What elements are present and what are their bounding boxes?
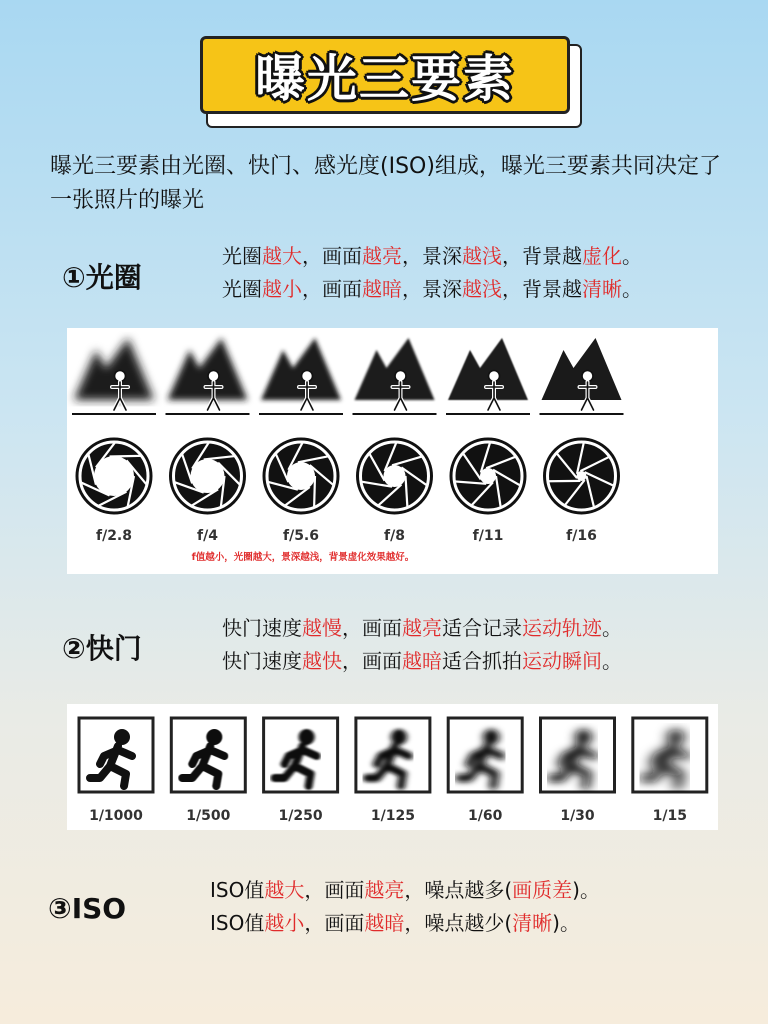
- desc-text: 光圈: [222, 244, 262, 268]
- highlight-text: 越小: [264, 911, 305, 935]
- aperture-caption: f/16: [566, 528, 597, 544]
- desc-text: 。: [602, 649, 622, 673]
- section-shutter-desc: [222, 612, 622, 678]
- mountain-scene-icon: [446, 338, 530, 414]
- desc-line: [222, 645, 622, 678]
- highlight-text: 越亮: [364, 878, 405, 902]
- aperture-caption: f/5.6: [282, 528, 320, 544]
- running-man-frame-icon: [171, 718, 245, 792]
- shutter-illustration: [67, 704, 718, 830]
- section-shutter-label: ②快门: [62, 632, 142, 665]
- highlight-text: 越大: [264, 878, 305, 902]
- aperture-iris-icon: [171, 439, 245, 513]
- desc-text: )。: [572, 878, 600, 902]
- mountain-scene-icon: [166, 338, 250, 414]
- shutter-caption: 1/60: [468, 808, 503, 824]
- desc-text: )。: [552, 911, 580, 935]
- shutter-caption: 1/125: [370, 808, 415, 824]
- desc-text: ，景深: [402, 277, 462, 301]
- desc-text: ，画面: [342, 649, 402, 673]
- highlight-text: 运动瞬间: [522, 649, 602, 673]
- aperture-iris-icon: [545, 439, 619, 513]
- aperture-caption: f/11: [472, 528, 504, 544]
- desc-text: ，画面: [304, 878, 365, 902]
- desc-text: ，画面: [342, 616, 402, 640]
- highlight-text: 越小: [262, 277, 302, 301]
- title-banner: [200, 36, 580, 126]
- intro-text: 曝光三要素由光圈、快门、感光度(ISO)组成，曝光三要素共同决定了一张照片的曝光: [50, 154, 721, 213]
- shutter-caption: 1/1000: [89, 808, 143, 824]
- desc-text: 。: [622, 244, 642, 268]
- running-man-frame-icon: [356, 718, 430, 792]
- section-aperture-label: ①光圈: [62, 261, 142, 294]
- shutter-caption: 1/250: [278, 808, 323, 824]
- aperture-iris-icon: [77, 439, 151, 513]
- desc-text: ，画面: [302, 244, 362, 268]
- highlight-text: 清晰: [582, 277, 622, 301]
- highlight-text: 越暗: [362, 277, 402, 301]
- mountain-scene-icon: [72, 338, 156, 414]
- highlight-text: 越浅: [462, 277, 502, 301]
- desc-text: 快门速度: [222, 649, 302, 673]
- aperture-caption: f/4: [197, 528, 218, 544]
- running-man-frame-icon: [448, 718, 522, 792]
- desc-text: 。: [602, 616, 622, 640]
- desc-text: ，背景越: [502, 277, 582, 301]
- desc-text: 快门速度: [222, 616, 302, 640]
- running-man-frame-icon: [264, 718, 338, 792]
- aperture-iris-icon: [264, 439, 338, 513]
- desc-text: 光圈: [222, 277, 262, 301]
- highlight-text: 越快: [302, 649, 342, 673]
- title-box: [200, 36, 570, 114]
- desc-text: 适合记录: [442, 616, 522, 640]
- highlight-text: 越亮: [402, 616, 442, 640]
- desc-line: [222, 273, 642, 306]
- shutter-caption: 1/15: [652, 808, 687, 824]
- desc-text: ，画面: [304, 911, 365, 935]
- highlight-text: 运动轨迹: [522, 616, 602, 640]
- desc-text: 。: [622, 277, 642, 301]
- desc-text: ，景深: [402, 244, 462, 268]
- desc-text: ISO值: [210, 878, 265, 902]
- aperture-caption: f/8: [384, 528, 405, 544]
- highlight-text: 越浅: [462, 244, 502, 268]
- running-man-frame-icon: [541, 718, 615, 792]
- page-title: 曝光三要素: [255, 50, 515, 108]
- desc-text: ，画面: [302, 277, 362, 301]
- desc-text: ，噪点越少(: [404, 911, 513, 935]
- highlight-text: 越暗: [364, 911, 405, 935]
- highlight-text: 清晰: [512, 911, 553, 935]
- running-man-frame-icon: [79, 718, 153, 792]
- section-aperture-desc: [222, 240, 642, 306]
- aperture-figure: [67, 328, 718, 574]
- desc-line: [222, 240, 642, 273]
- desc-text: 适合抓拍: [442, 649, 522, 673]
- aperture-note: f值越小，光圈越大，景深越浅，背景虚化效果越好。: [191, 552, 415, 563]
- highlight-text: 越慢: [302, 616, 342, 640]
- highlight-text: 越暗: [402, 649, 442, 673]
- desc-text: ，背景越: [502, 244, 582, 268]
- desc-line: [210, 907, 600, 940]
- running-man-frame-icon: [633, 718, 707, 792]
- mountain-scene-icon: [353, 338, 437, 414]
- desc-line: [222, 612, 622, 645]
- aperture-caption: f/2.8: [95, 528, 133, 544]
- section-iso-label: ③ISO: [48, 892, 127, 925]
- highlight-text: 越大: [262, 244, 302, 268]
- section-iso-desc: [210, 874, 600, 940]
- shutter-caption: 1/500: [186, 808, 231, 824]
- desc-text: ISO值: [210, 911, 265, 935]
- desc-text: ，噪点越多(: [404, 878, 513, 902]
- shutter-figure: [67, 704, 718, 830]
- highlight-text: 画质差: [512, 878, 573, 902]
- highlight-text: 越亮: [362, 244, 402, 268]
- aperture-iris-icon: [358, 439, 432, 513]
- aperture-illustration: [67, 328, 718, 574]
- aperture-iris-icon: [451, 439, 525, 513]
- mountain-scene-icon: [540, 338, 624, 414]
- shutter-caption: 1/30: [560, 808, 595, 824]
- desc-line: [210, 874, 600, 907]
- highlight-text: 虚化: [582, 244, 622, 268]
- mountain-scene-icon: [259, 338, 343, 414]
